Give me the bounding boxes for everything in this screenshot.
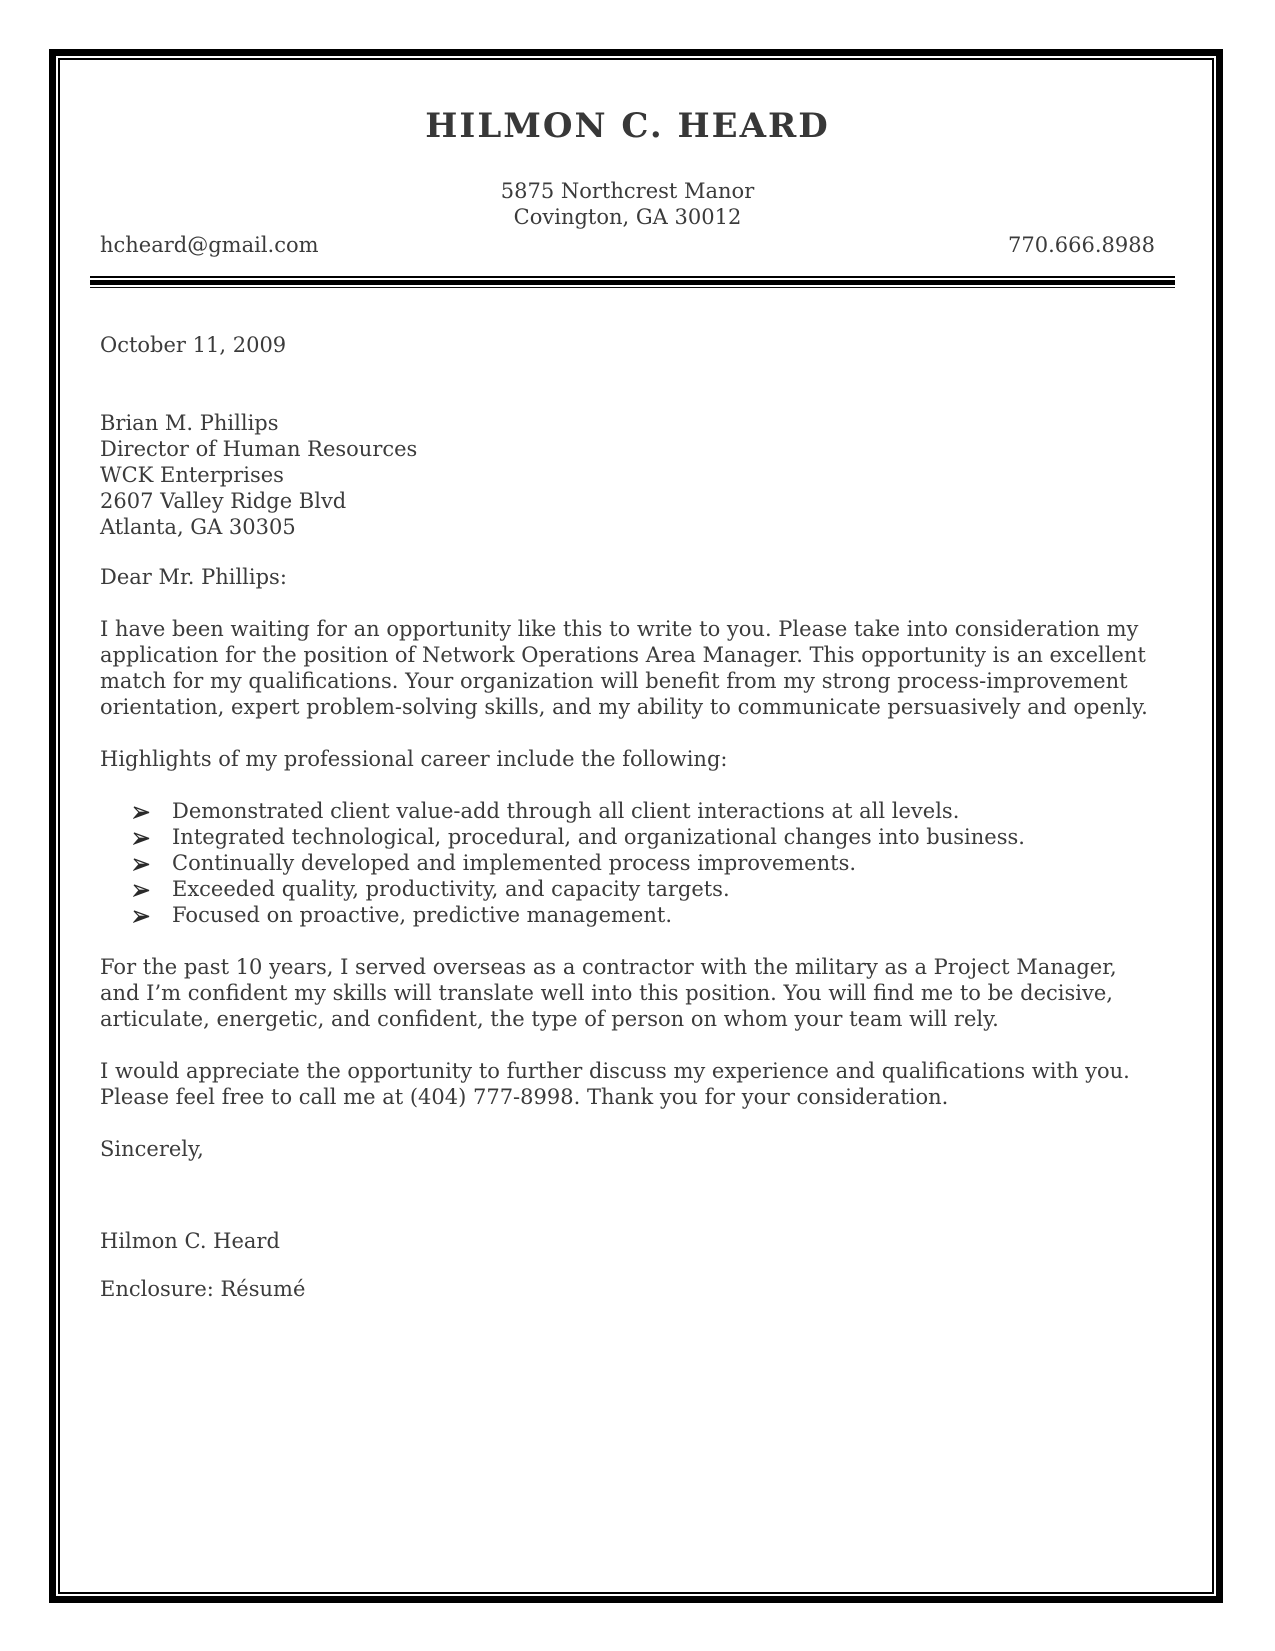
body-paragraph-1: I have been waiting for an opportunity like this to write to you. Please take into consideration my application for the position of Network Operations Area Manager. This opportunity is an excellent match for my qualifications. Your organization will benefit from my strong process-improvement orientation, expert problem-solving skills, and my ability to communicate persuasively and openly. bbox=[100, 617, 1148, 719]
letterhead bbox=[100, 106, 1155, 288]
address-line-2: Covington, GA 30012 bbox=[513, 205, 742, 229]
recipient-address bbox=[100, 410, 1155, 540]
list-item bbox=[133, 902, 1155, 928]
page-border-outer bbox=[49, 49, 1223, 1603]
bullet-arrow-icon bbox=[133, 825, 172, 851]
date-text: October 11, 2009 bbox=[100, 333, 287, 357]
bullet-text: Continually developed and implemented process improvements. bbox=[172, 851, 857, 875]
body-paragraph-3: I would appreciate the opportunity to further discuss my experience and qualifications with you. Please feel free to call me at (404) 777-8998. Thank you for your consideration. bbox=[100, 1059, 1130, 1109]
bullet-arrow-icon bbox=[133, 799, 172, 825]
list-item bbox=[133, 798, 1155, 824]
list-item bbox=[133, 876, 1155, 902]
bullet-arrow-icon bbox=[133, 851, 172, 877]
letterhead-address bbox=[100, 178, 1155, 230]
recipient-line: WCK Enterprises bbox=[100, 463, 284, 487]
header-rule bbox=[90, 276, 1175, 288]
bullet-text: Demonstrated client value-add through all client interactions at all levels. bbox=[172, 799, 960, 823]
highlights-list bbox=[100, 798, 1155, 928]
recipient-line: Atlanta, GA 30305 bbox=[100, 515, 296, 539]
enclosure-note: Enclosure: Résumé bbox=[100, 1277, 306, 1301]
salutation: Dear Mr. Phillips: bbox=[100, 565, 287, 589]
body-paragraph-2: For the past 10 years, I served overseas as a contractor with the military as a Project Manager, and I’m confident my skills will translate well into this position. You will find me to be decisive, articulate, energetic, and confident, the type of person on whom your team will rely. bbox=[100, 955, 1117, 1031]
phone-text: 770.666.8988 bbox=[1008, 233, 1155, 257]
recipient-line: Director of Human Resources bbox=[100, 437, 418, 461]
recipient-line: Brian M. Phillips bbox=[100, 411, 279, 435]
email-text: hcheard@gmail.com bbox=[100, 233, 319, 257]
recipient-line: 2607 Valley Ridge Blvd bbox=[100, 489, 347, 513]
list-item bbox=[133, 850, 1155, 876]
address-line-1: 5875 Northcrest Manor bbox=[500, 179, 755, 203]
bullet-arrow-icon bbox=[133, 877, 172, 903]
signature-name: Hilmon C. Heard bbox=[100, 1229, 280, 1253]
bullet-arrow-icon bbox=[133, 903, 172, 929]
contact-row bbox=[100, 232, 1155, 258]
bullet-text: Exceeded quality, productivity, and capacity targets. bbox=[172, 877, 730, 901]
list-item bbox=[133, 824, 1155, 850]
highlights-intro: Highlights of my professional career include the following: bbox=[100, 747, 728, 771]
bullet-text: Focused on proactive, predictive management. bbox=[172, 903, 673, 927]
letterhead-name: HILMON C. HEARD bbox=[425, 106, 830, 146]
valediction: Sincerely, bbox=[100, 1137, 204, 1161]
page-border-inner bbox=[58, 58, 1214, 1594]
bullet-text: Integrated technological, procedural, and organizational changes into business. bbox=[172, 825, 1025, 849]
